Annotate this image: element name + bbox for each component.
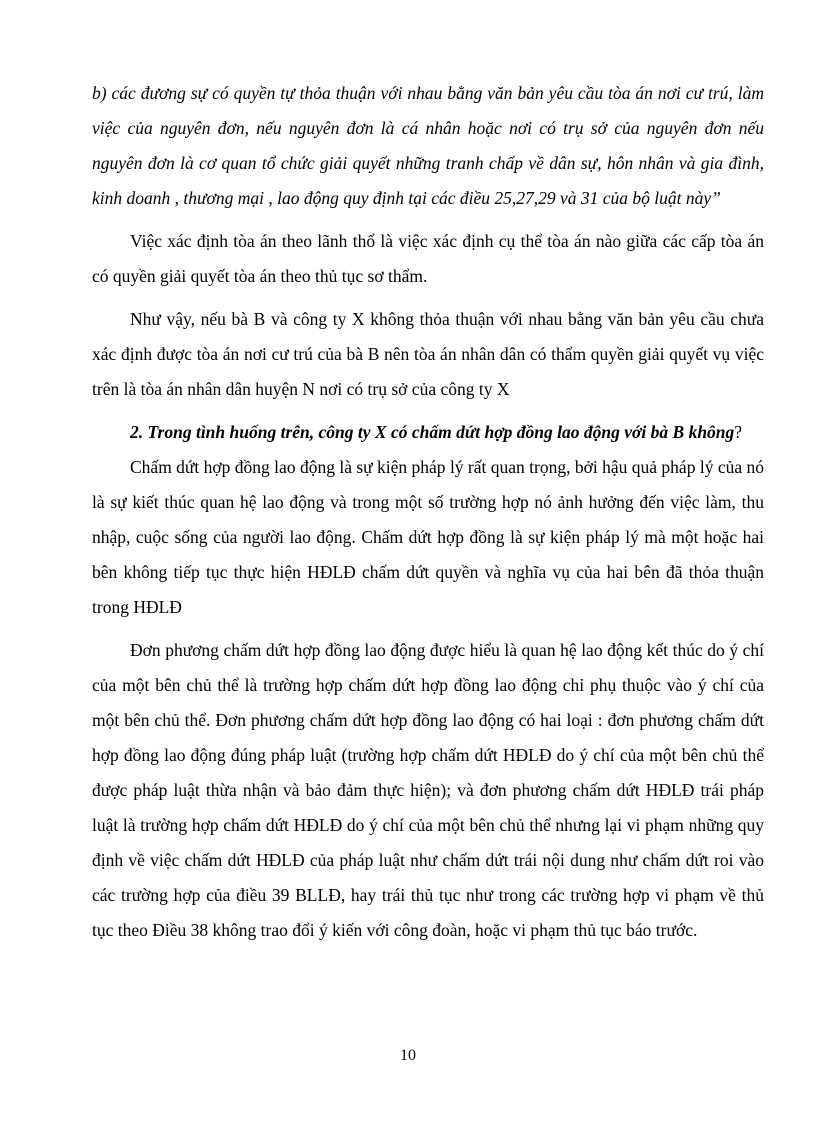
body-paragraph-contract-termination: Chấm dứt hợp đồng lao động là sự kiện pháp lý rất quan trọng, bởi hậu quả pháp lý của nó là sự kiết thúc quan hệ lao động và trong một số trường hợp nó ảnh hưởng đến việc làm, thu nhập, cuộc sống của người lao động. Chấm dứt hợp đồng là sự kiện pháp lý mà một hoặc hai bên không tiếp tục thực hiện HĐLĐ chấm dứt quyền và nghĩa vụ của hai bên đã thỏa thuận trong HĐLĐ xyxy=(92,457,764,617)
page-number: 10 xyxy=(400,1047,416,1064)
section-heading-2-text: 2. Trong tình huống trên, công ty X có chấm dứt hợp đồng lao động với bà B không xyxy=(130,422,735,442)
page-body xyxy=(92,76,764,956)
section-heading-2-question-mark: ? xyxy=(734,422,743,442)
body-paragraph-conclusion: Như vậy, nếu bà B và công ty X không thỏa thuận với nhau bằng văn bản yêu cầu chưa xác định được tòa án nơi cư trú của bà B nên tòa án nhân dân có thẩm quyền giải quyết vụ việc trên là tòa án nhân dân huyện N nơi có trụ sở của công ty X xyxy=(92,309,764,399)
quoted-legal-provision: b) các đương sự có quyền tự thỏa thuận với nhau bằng văn bản yêu cầu tòa án nơi cư trú, làm việc của nguyên đơn, nếu nguyên đơn là cá nhân hoặc nơi có trụ sở của nguyên đơn nếu nguyên đơn là cơ quan tổ chức giải quyết những tranh chấp về dân sự, hôn nhân và gia đình, kinh doanh , thương mại , lao động quy định tại các điều 25,27,29 và 31 của bộ luật này” xyxy=(92,83,764,208)
body-paragraph-unilateral-termination: Đơn phương chấm dứt hợp đồng lao động được hiểu là quan hệ lao động kết thúc do ý chí của một bên chủ thể là trường hợp chấm dứt hợp đồng lao động chỉ phụ thuộc vào ý chí của một bên chủ thể. Đơn phương chấm dứt hợp đồng lao động có hai loại : đơn phương chấm dứt hợp đồng lao động đúng pháp luật (trường hợp chấm dứt HĐLĐ do ý chí của một bên chủ thể được pháp luật thừa nhận và bảo đảm thực hiện); và đơn phương chấm dứt HĐLĐ trái pháp luật là trường hợp chấm dứt HĐLĐ do ý chí của một bên chủ thể nhưng lại vi phạm những quy định về việc chấm dứt HĐLĐ của pháp luật như chấm dứt trái nội dung như chấm dứt roi vào các trường hợp của điều 39 BLLĐ, hay trái thủ tục như trong các trường hợp vi phạm về thủ tục theo Điều 38 không trao đổi ý kiến với công đoàn, hoặc vi phạm thủ tục báo trước. xyxy=(92,640,764,940)
body-paragraph-territorial-jurisdiction: Việc xác định tòa án theo lãnh thổ là việc xác định cụ thể tòa án nào giữa các cấp tòa án có quyền giải quyết tòa án theo thủ tục sơ thẩm. xyxy=(92,231,764,286)
section-heading-2 xyxy=(92,415,764,450)
